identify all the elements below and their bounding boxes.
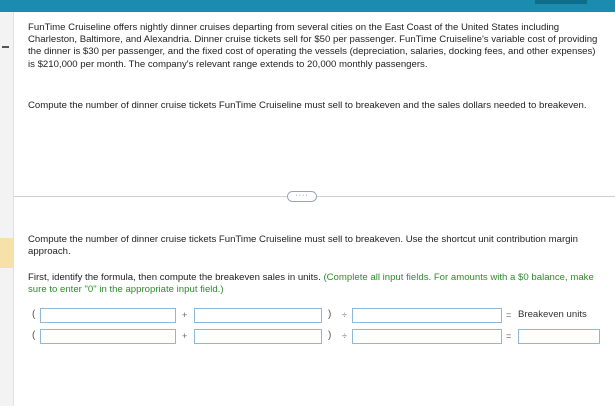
top-bar-accent xyxy=(535,0,587,4)
problem-task: Compute the number of dinner cruise tickets FunTime Cruiseline must sell to breakeven and the sales dollars needed to breakeven. xyxy=(28,100,587,111)
close-paren: ) xyxy=(328,309,332,320)
problem-intro: FunTime Cruiseline offers nightly dinner cruises departing from several cities on the East Coast of the United States including Charleston, Baltimore, and Alexandria. Dinner cruise tickets sell for $50 per passenger. FunTime Cruiseline's variable cost of providing the dinner is $30 per passenger, and the fixed cost of operating the vessels (depreciation, salaries, docking fees, and other expenses) is $210,000 per month. The company's relevant range extends to 20,000 monthly passengers. xyxy=(28,22,598,70)
value-input-3[interactable] xyxy=(352,329,502,344)
instruction-note: (Complete all input fields. For amounts with a $0 balance, make sure to enter "0" in the appropriate input field.) xyxy=(28,272,594,296)
breakeven-units-input[interactable] xyxy=(518,329,600,344)
value-input-2[interactable] xyxy=(194,329,322,344)
plus-operator: + xyxy=(182,310,188,320)
part-instruction xyxy=(28,272,603,296)
open-paren: ( xyxy=(32,309,36,320)
divide-operator: ÷ xyxy=(342,331,347,341)
formula-input-3[interactable] xyxy=(352,308,502,323)
formula-input-2[interactable] xyxy=(194,308,322,323)
formula-row-values xyxy=(28,328,613,346)
instruction-prefix: First, identify the formula, then compute the breakeven sales in units. xyxy=(28,272,324,283)
part-question: Compute the number of dinner cruise tickets FunTime Cruiseline must sell to breakeven. Use the shortcut unit contribution margin approach. xyxy=(28,234,578,258)
equals-operator: = xyxy=(506,310,512,320)
rail-highlight xyxy=(0,238,14,268)
close-paren: ) xyxy=(328,330,332,341)
top-bar xyxy=(0,0,615,12)
left-rail xyxy=(0,12,14,406)
result-label: Breakeven units xyxy=(518,309,587,320)
open-paren: ( xyxy=(32,330,36,341)
formula-input-1[interactable] xyxy=(40,308,176,323)
value-input-1[interactable] xyxy=(40,329,176,344)
rail-marker xyxy=(2,46,9,48)
plus-operator: + xyxy=(182,331,188,341)
equals-operator: = xyxy=(506,331,512,341)
expand-toggle-button[interactable]: ···· xyxy=(287,191,317,202)
formula-row-labels xyxy=(28,307,613,325)
divide-operator: ÷ xyxy=(342,310,347,320)
